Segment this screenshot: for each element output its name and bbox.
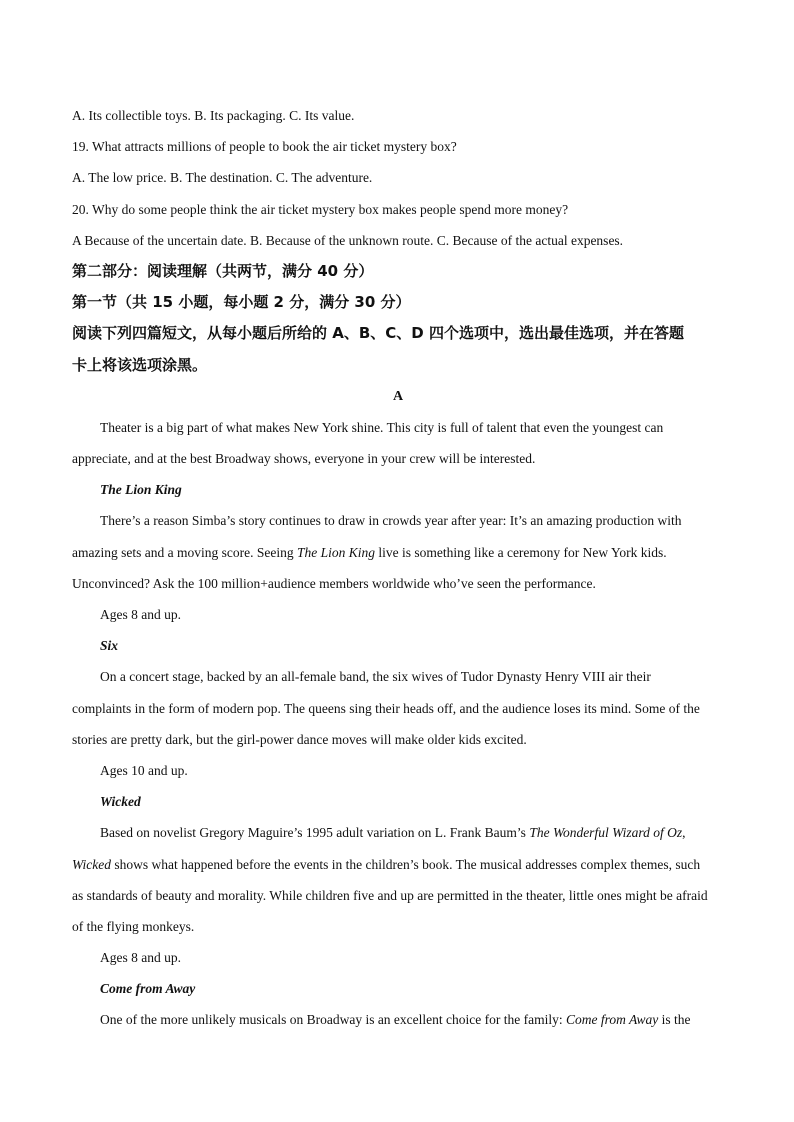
lion-king-line-1: There’s a reason Simba’s story continues to draw in crowds year after year: It’s an amazing production with bbox=[100, 513, 682, 529]
six-line-3: stories are pretty dark, but the girl-power dance moves will make older kids excited. bbox=[72, 731, 527, 747]
q20-stem: 20. Why do some people think the air ticket mystery box makes people spend more money? bbox=[72, 201, 569, 217]
lion-king-line-3: Unconvinced? Ask the 100 million+audience members worldwide who’ve seen the performance. bbox=[72, 575, 596, 591]
come-from-away-line-1-pre: One of the more unlikely musicals on Broadway is an excellent choice for the family: bbox=[100, 1012, 566, 1028]
come-from-away-line-1 bbox=[72, 1004, 724, 1035]
intro-line-2: appreciate, and at the best Broadway shows, everyone in your crew will be interested. bbox=[72, 451, 536, 467]
document-page bbox=[72, 100, 724, 1036]
passage-label: A bbox=[392, 388, 404, 404]
part-title: 第二部分：阅读理解（共两节，满分 40 分） bbox=[72, 261, 374, 280]
come-from-away-line-1-title: Come from Away bbox=[565, 1012, 659, 1028]
come-from-away-line-1-post: is the bbox=[658, 1012, 691, 1028]
show-title-lion-king: The Lion King bbox=[100, 482, 182, 498]
wicked-line-3: as standards of beauty and morality. While children five and up are permitted in the theater, little ones might be afraid bbox=[72, 887, 708, 903]
instruction-line-1: 阅读下列四篇短文，从每小题后所给的 A、B、C、D 四个选项中，选出最佳选项，并在答题 bbox=[72, 324, 684, 343]
lion-king-line-2-title: The Lion King bbox=[296, 544, 375, 560]
q19-stem: 19. What attracts millions of people to book the air ticket mystery box? bbox=[72, 139, 457, 155]
six-ages: Ages 10 and up. bbox=[100, 762, 188, 778]
six-line-2: complaints in the form of modern pop. The queens sing their heads off, and the audience loses its mind. Some of the bbox=[72, 700, 700, 716]
section-title: 第一节（共 15 小题，每小题 2 分，满分 30 分） bbox=[72, 293, 411, 312]
wicked-line-1-book: The Wonderful Wizard of Oz bbox=[529, 825, 683, 841]
q19-options: A. The low price. B. The destination. C. The adventure. bbox=[72, 170, 373, 186]
instruction-line-2: 卡上将该选项涂黑。 bbox=[72, 355, 208, 374]
wicked-line-1-pre: Based on novelist Gregory Maguire’s 1995 adult variation on L. Frank Baum’s bbox=[100, 825, 530, 841]
q18-options: A. Its collectible toys. B. Its packaging. C. Its value. bbox=[72, 108, 355, 123]
wicked-line-4: of the flying monkeys. bbox=[72, 918, 195, 934]
q20-options: A Because of the uncertain date. B. Because of the unknown route. C. Because of the actual expenses. bbox=[72, 232, 624, 248]
six-line-1: On a concert stage, backed by an all-female band, the six wives of Tudor Dynasty Henry VIII air their bbox=[100, 669, 651, 685]
wicked-line-1 bbox=[72, 817, 724, 848]
lion-king-line-2 bbox=[72, 537, 724, 568]
wicked-line-2-title: Wicked bbox=[72, 856, 111, 872]
intro-line-1: Theater is a big part of what makes New York shine. This city is full of talent that even the youngest can bbox=[100, 419, 664, 435]
wicked-line-2 bbox=[72, 849, 724, 880]
show-title-come-from-away: Come from Away bbox=[100, 981, 196, 997]
show-title-wicked: Wicked bbox=[100, 794, 141, 810]
lion-king-ages: Ages 8 and up. bbox=[100, 607, 181, 622]
lion-king-line-2-post: live is something like a ceremony for New York kids. bbox=[374, 544, 667, 560]
wicked-line-2-post: shows what happened before the events in the children’s book. The musical addresses complex themes, such bbox=[110, 856, 701, 872]
show-title-six: Six bbox=[100, 638, 119, 654]
wicked-ages: Ages 8 and up. bbox=[100, 950, 181, 966]
lion-king-line-2-pre: amazing sets and a moving score. Seeing bbox=[72, 544, 297, 560]
wicked-line-1-post: , bbox=[682, 825, 686, 841]
